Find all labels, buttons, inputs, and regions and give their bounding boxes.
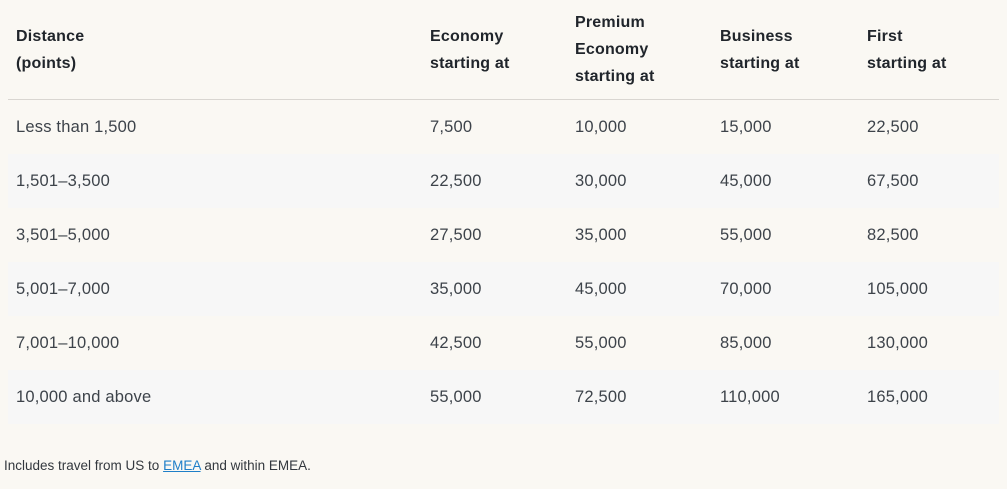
footnote-text-suffix: and within EMEA. <box>200 458 311 473</box>
premium-economy-cell: 10,000 <box>575 117 627 136</box>
first-cell: 165,000 <box>867 387 929 406</box>
premium-economy-cell: 35,000 <box>575 225 627 244</box>
first-cell: 105,000 <box>867 279 929 298</box>
column-header-economy <box>430 23 575 77</box>
premium-economy-cell: 45,000 <box>575 279 627 298</box>
economy-cell: 22,500 <box>430 171 482 190</box>
column-header-business <box>720 23 867 77</box>
distance-cell: 5,001–7,000 <box>16 279 110 298</box>
column-header-label: Distance (points) <box>16 27 85 72</box>
table-row <box>8 370 999 424</box>
table-row <box>8 262 999 316</box>
distance-cell: 3,501–5,000 <box>16 225 110 244</box>
distance-cell: 1,501–3,500 <box>16 171 110 190</box>
column-header-label: First starting at <box>867 27 947 72</box>
distance-cell: 7,001–10,000 <box>16 333 120 352</box>
economy-cell: 27,500 <box>430 225 482 244</box>
business-cell: 110,000 <box>720 387 780 406</box>
economy-cell: 35,000 <box>430 279 482 298</box>
premium-economy-cell: 55,000 <box>575 333 627 352</box>
emea-link[interactable]: EMEA <box>163 458 201 473</box>
column-header-label: Economy starting at <box>430 27 510 72</box>
column-header-first <box>867 23 999 77</box>
points-award-table <box>8 0 999 424</box>
business-cell: 55,000 <box>720 225 772 244</box>
distance-cell: Less than 1,500 <box>16 117 137 136</box>
first-cell: 130,000 <box>867 333 929 352</box>
premium-economy-cell: 30,000 <box>575 171 627 190</box>
business-cell: 15,000 <box>720 117 772 136</box>
first-cell: 67,500 <box>867 171 919 190</box>
first-cell: 22,500 <box>867 117 919 136</box>
business-cell: 70,000 <box>720 279 772 298</box>
footnote <box>0 458 1007 473</box>
table-row <box>8 100 999 154</box>
economy-cell: 7,500 <box>430 117 473 136</box>
economy-cell: 55,000 <box>430 387 482 406</box>
column-header-label: Business starting at <box>720 27 800 72</box>
column-header-distance <box>8 23 430 77</box>
footnote-text-prefix: Includes travel from US to <box>4 458 164 473</box>
business-cell: 45,000 <box>720 171 772 190</box>
table-header-row <box>8 0 999 100</box>
column-header-premium-economy <box>575 9 720 90</box>
economy-cell: 42,500 <box>430 333 482 352</box>
table-row <box>8 154 999 208</box>
distance-cell: 10,000 and above <box>16 387 152 406</box>
first-cell: 82,500 <box>867 225 919 244</box>
column-header-label: Premium Economy starting at <box>575 14 655 85</box>
table-row <box>8 208 999 262</box>
table-row <box>8 316 999 370</box>
business-cell: 85,000 <box>720 333 772 352</box>
premium-economy-cell: 72,500 <box>575 387 627 406</box>
